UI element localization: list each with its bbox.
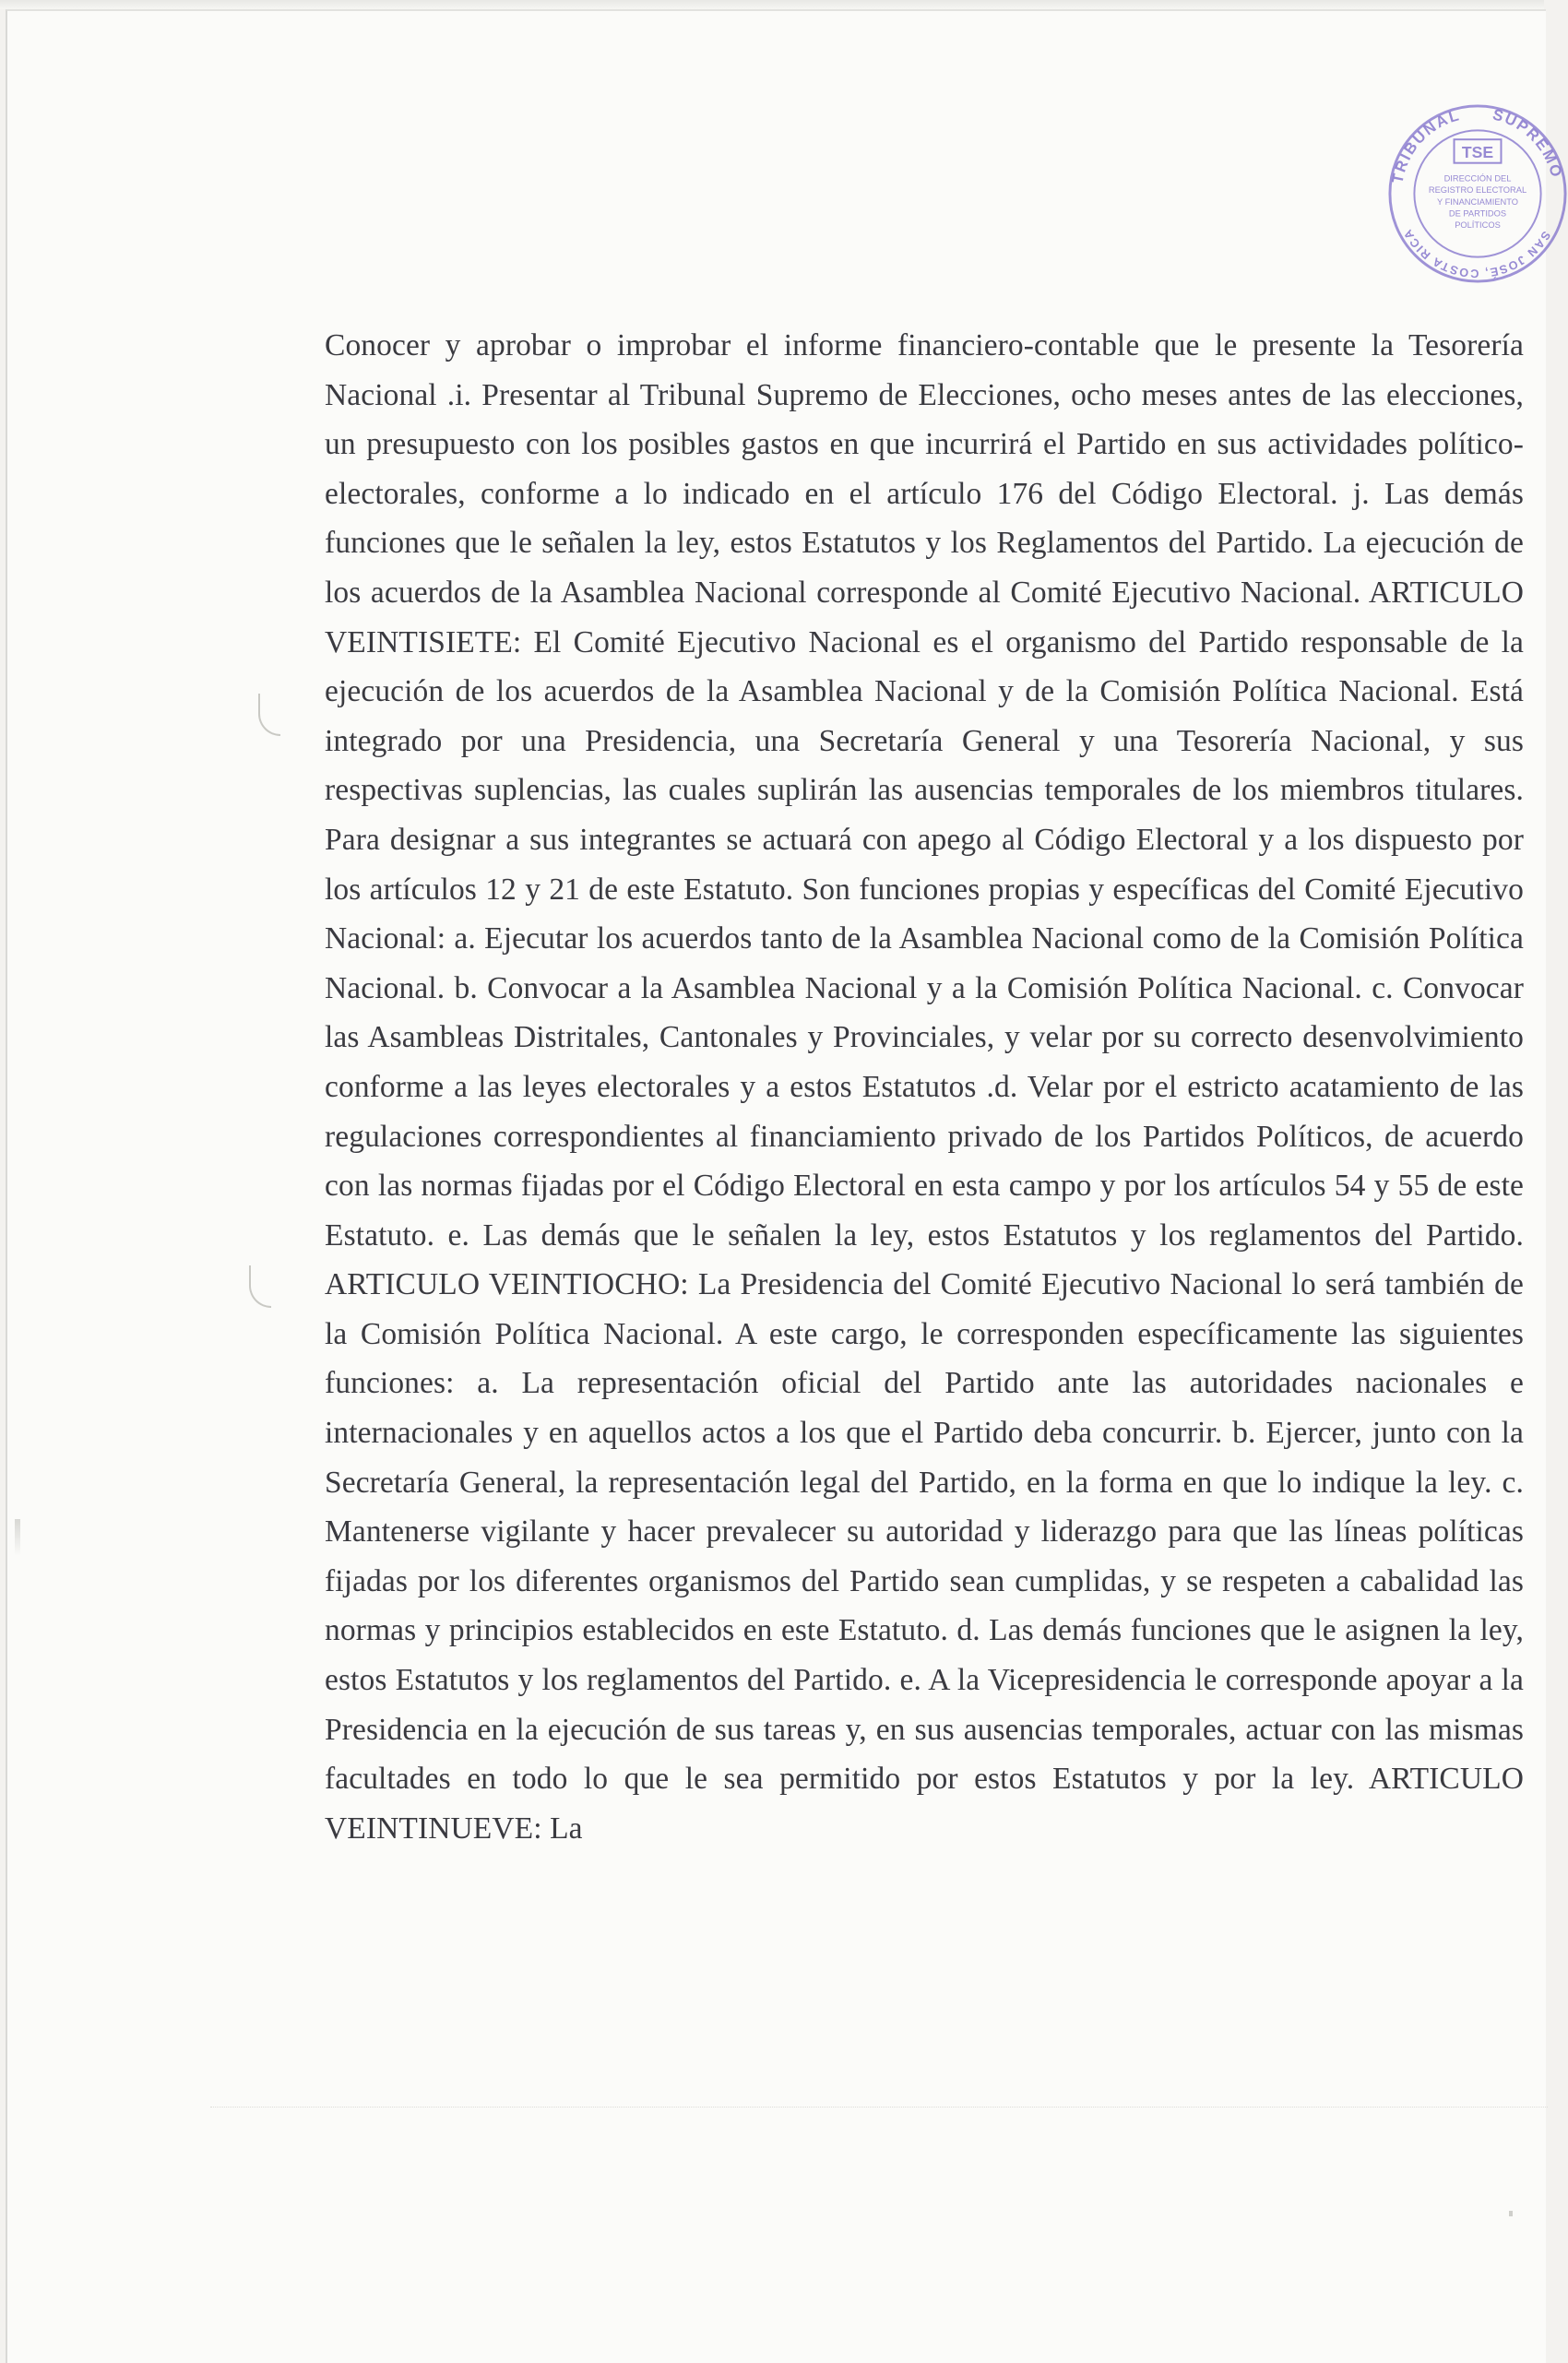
seal-arc-bottom: SAN JOSÉ, COSTA RICA	[1399, 226, 1554, 281]
seal-arc-top: SUPREMO	[1491, 105, 1566, 181]
margin-mark	[249, 1265, 271, 1308]
margin-mark	[258, 694, 280, 736]
document-body-text: Conocer y aprobar o improbar el informe financiero-contable que le presente la Tesorería Nacional .i. Presentar al Tribunal Supremo de Elecciones, ocho meses antes de las elecciones, un presupuesto con los posibles gastos en que incurrirá el Partido en sus actividades político-electorales, conforme a lo indicado en el artículo 176 del Código Electoral. j. Las demás funciones que le señalen la ley, estos Estatutos y los Reglamentos del Partido. La ejecución de los acuerdos de la Asamblea Nacional corresponde al Comité Ejecutivo Nacional. ARTICULO VEINTISIETE: El Comité Ejecutivo Nacional es el organismo del Partido responsable de la ejecución de los acuerdos de la Asamblea Nacional y de la Comisión Política Nacional. Está integrado por una Presidencia, una Secretaría General y una Tesorería Nacional, y sus respectivas suplencias, las cuales suplirán las ausencias temporales de los miembros titulares. Para designar a sus integrantes se actuará con apego al Código Electoral y a los dispuesto por los artículos 12 y 21 de este Estatuto. Son funciones propias y específicas del Comité Ejecutivo Nacional: a. Ejecutar los acuerdos tanto de la Asamblea Nacional como de la Comisión Política Nacional. b. Convocar a la Asamblea Nacional y a la Comisión Política Nacional. c. Convocar las Asambleas Distritales, Cantonales y Provinciales, y velar por su correcto desenvolvimiento conforme a las leyes electorales y a estos Estatutos .d. Velar por el estricto acatamiento de las regulaciones correspondientes al financiamiento privado de los Partidos Políticos, de acuerdo con las normas fijadas por el Código Electoral en esta campo y por los artículos 54 y 55 de este Estatuto. e. Las demás que le señalen la ley, estos Estatutos y los reglamentos del Partido. ARTICULO VEINTIOCHO: La Presidencia del Comité Ejecutivo Nacional lo será también de la Comisión Política Nacional. A este cargo, le corresponden específicamente las siguientes funciones: a. La representación oficial del Partido ante las autoridades nacionales e internacionales y en aquellos actos a los que el Partido deba concurrir. b. Ejercer, junto con la Secretaría General, la representación legal del Partido, en la forma en que lo indique la ley. c. Mantenerse vigilante y hacer prevalecer su autoridad y liderazgo para que las líneas políticas fijadas por los diferentes organismos del Partido sean cumplidas, y se respeten a cabalidad las normas y principios establecidos en este Estatuto. d. Las demás funciones que le asignen la ley, estos Estatutos y los reglamentos del Partido. e. A la Vicepresidencia le corresponde apoyar a la Presidencia en la ejecución de sus tareas y, en sus ausencias temporales, actuar con las mismas facultades en todo lo que le sea permitido por estos Estatutos y por la ley. ARTICULO VEINTINUEVE: La	[325, 328, 1524, 1846]
seal-arc-left: TRIBUNAL	[1388, 106, 1463, 185]
corner-speck	[1509, 2211, 1513, 2216]
seal-line: DIRECCIÓN DEL	[1443, 173, 1512, 184]
seal-line: Y FINANCIAMIENTO	[1437, 196, 1518, 207]
official-seal	[1387, 103, 1568, 284]
svg-text:SUPREMO	[1491, 105, 1565, 180]
fold-line	[210, 2107, 1548, 2108]
edge-speck	[15, 1519, 20, 1556]
seal-line: DE PARTIDOS	[1448, 208, 1507, 219]
seal-line: POLÍTICOS	[1455, 220, 1501, 231]
page-top-edge	[0, 0, 1544, 9]
seal-line: REGISTRO ELECTORAL	[1428, 185, 1527, 196]
seal-monogram: TSE	[1461, 142, 1494, 161]
svg-text:SAN JOSÉ, COSTA RICA	[1400, 226, 1554, 280]
